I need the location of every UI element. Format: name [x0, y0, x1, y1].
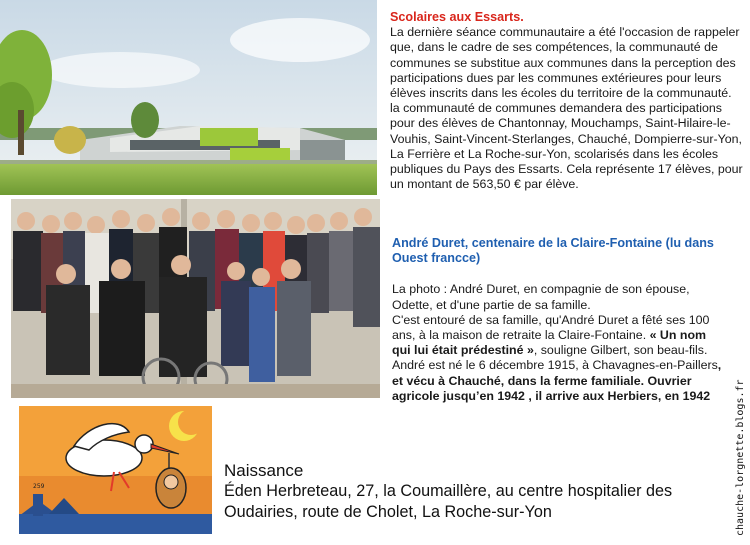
essarts-paragraph-2: la communauté de communes demandera des participations pour des élèves de Chantonnay, Mouchamps, Saint-Hilaire-le-Vouhis, Saint-Vincent-Sterlanges, Chauché, Dompierre-sur-Yon, La Ferrière et La Roche-sur-Yon, scolarisés dans les écoles publiques du Pays des Essarts. Cela représente 17 élèves, pour un montant de 563,50 € par élève. — [390, 101, 743, 192]
birth-text: Éden Herbreteau, 27, la Coumaillère, au centre hospitalier des Oudairies, route de Cholet, La Roche-sur-Yon — [224, 482, 673, 521]
svg-text:259: 259 — [33, 483, 45, 490]
duret-p2-text: C'est entouré de sa famille, qu'André Duret a fêté ses 100 ans, à la maison de retraite la Claire-Fontaine. — [392, 312, 710, 343]
duret-p2-end: , souligne Gilbert, son beau-fils. — [533, 343, 708, 358]
duret-p3-text: André est né le 6 décembre 1915, à Chavagnes-en-Paillers — [392, 358, 718, 373]
birth-title: Naissance — [224, 461, 304, 480]
duret-article — [392, 236, 724, 404]
blog-watermark: chauche-lorgnette.blogs.fr — [735, 379, 746, 536]
essarts-paragraph-1: La dernière séance communautaire a été l'occasion de rappeler que, dans le cadre de ses compétences, la communauté de communes se substitue aux communes dans la perception des participations dues par les communes extérieures pour leurs élèves inscrits dans les écoles du territoire de la communauté. — [390, 25, 740, 101]
school-building-photo — [0, 0, 377, 195]
essarts-article — [390, 10, 745, 192]
duret-title: André Duret, centenaire de la Claire-Fontaine (lu dans Ouest francce) — [392, 236, 714, 266]
duret-quote: « Un nom qui lui était prédestiné » — [392, 328, 707, 358]
stork-drawing — [19, 406, 212, 534]
family-group-photo — [11, 199, 380, 398]
duret-paragraph-1: La photo : André Duret, en compagnie de son épouse, Odette, et d'une partie de sa famille. — [392, 282, 690, 312]
essarts-title: Scolaires aux Essarts. — [390, 10, 524, 24]
duret-p3-bold: , et vécu à Chauché, dans la ferme familiale. Ouvrier agricole jusqu’en 1942 , il arrive aux Herbiers, en 1942 — [392, 358, 722, 403]
duret-paragraph-3 — [392, 358, 724, 404]
duret-paragraph-2 — [392, 313, 724, 359]
birth-announcement — [224, 460, 724, 523]
